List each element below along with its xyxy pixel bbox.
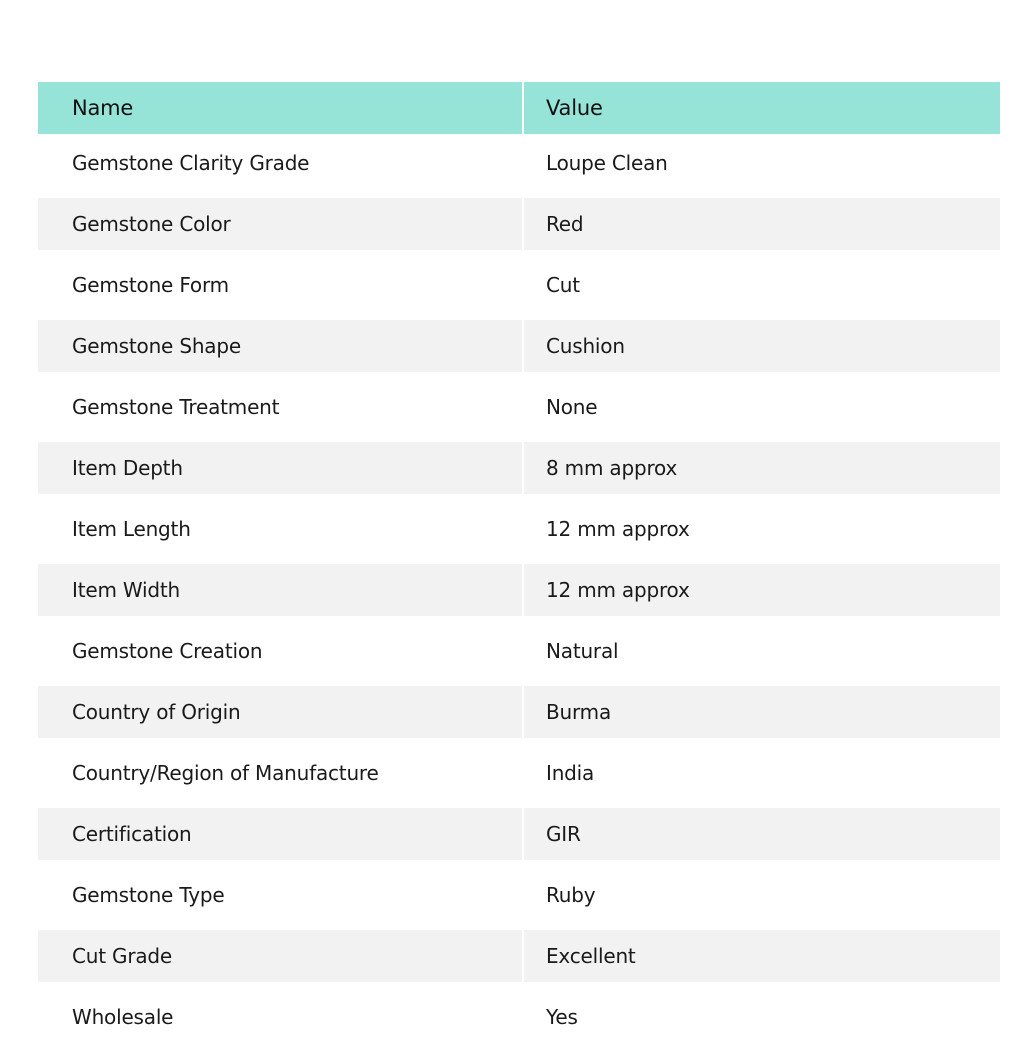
table-row (38, 134, 1000, 195)
spec-table (38, 82, 1000, 1046)
row-value-cell: 12 mm approx (523, 497, 1000, 561)
row-value-cell: 8 mm approx (523, 439, 1000, 497)
row-name-cell: Gemstone Color (38, 195, 523, 253)
table-row (38, 195, 1000, 253)
row-value-cell: Natural (523, 619, 1000, 683)
table-row (38, 497, 1000, 561)
table-row (38, 805, 1000, 863)
row-value-cell: GIR (523, 805, 1000, 863)
row-value-cell: Cushion (523, 317, 1000, 375)
table-row (38, 439, 1000, 497)
row-value-cell: Excellent (523, 927, 1000, 985)
row-name-cell: Gemstone Clarity Grade (38, 134, 523, 195)
table-body (38, 134, 1000, 1046)
row-name-cell: Country of Origin (38, 683, 523, 741)
table-row (38, 561, 1000, 619)
row-value-cell: Red (523, 195, 1000, 253)
table-row (38, 619, 1000, 683)
table-row (38, 985, 1000, 1046)
row-name-cell: Gemstone Type (38, 863, 523, 927)
table-row (38, 863, 1000, 927)
row-value-cell: None (523, 375, 1000, 439)
row-name-cell: Gemstone Treatment (38, 375, 523, 439)
table-row (38, 741, 1000, 805)
row-name-cell: Item Depth (38, 439, 523, 497)
column-header-value: Value (523, 82, 1000, 134)
row-name-cell: Country/Region of Manufacture (38, 741, 523, 805)
row-value-cell: Ruby (523, 863, 1000, 927)
row-name-cell: Item Length (38, 497, 523, 561)
row-name-cell: Wholesale (38, 985, 523, 1046)
table-header (38, 82, 1000, 134)
header-row (38, 82, 1000, 134)
row-value-cell: India (523, 741, 1000, 805)
column-header-name: Name (38, 82, 523, 134)
row-name-cell: Gemstone Shape (38, 317, 523, 375)
row-value-cell: Loupe Clean (523, 134, 1000, 195)
row-name-cell: Cut Grade (38, 927, 523, 985)
row-name-cell: Certification (38, 805, 523, 863)
row-value-cell: 12 mm approx (523, 561, 1000, 619)
row-name-cell: Item Width (38, 561, 523, 619)
row-value-cell: Burma (523, 683, 1000, 741)
table-row (38, 317, 1000, 375)
row-value-cell: Cut (523, 253, 1000, 317)
table-row (38, 683, 1000, 741)
row-name-cell: Gemstone Form (38, 253, 523, 317)
row-value-cell: Yes (523, 985, 1000, 1046)
row-name-cell: Gemstone Creation (38, 619, 523, 683)
table-row (38, 375, 1000, 439)
table-row (38, 927, 1000, 985)
table-row (38, 253, 1000, 317)
